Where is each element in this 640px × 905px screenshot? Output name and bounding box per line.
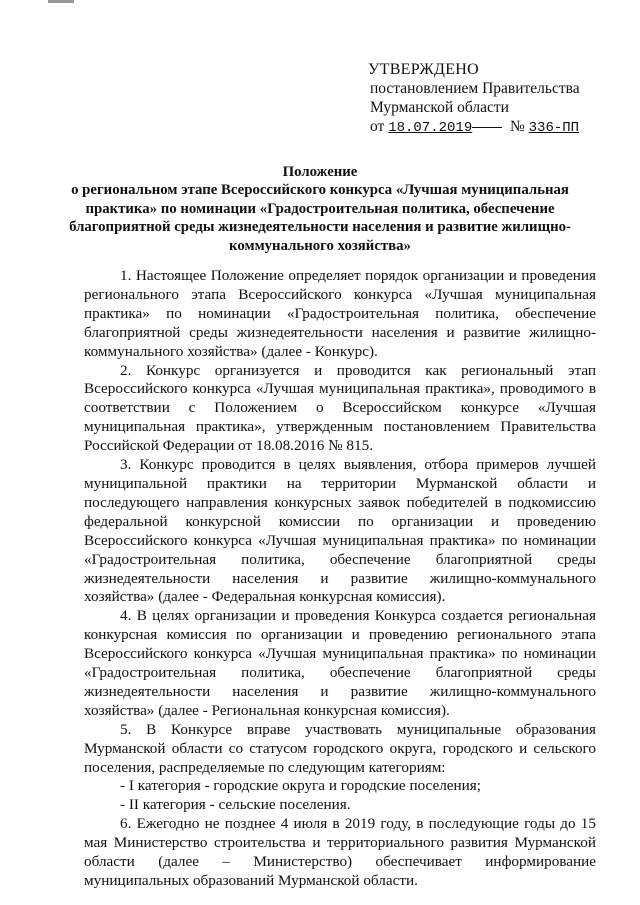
approval-date: 18.07.2019 [388,120,473,136]
title-line-1: Положение [282,164,358,180]
approval-date-line [368,117,628,138]
category-item-1: - I категория - городские округа и городские поселения; [120,777,481,795]
scan-mark [48,0,74,3]
approval-line-1: постановлением Правительства [370,80,580,97]
paragraph-1: 1. Настоящее Положение определяет порядок организации и проведения регионального этапа Всероссийского конкурса «Лучшая муниципальная практика» по номинации «Градостроительная политика, обеспечение благоприятной среды жизнедеятельности населения и развитие жилищно-коммунального хозяйства» (далее - Конкурс). [84,267,596,360]
approval-number: 336-ПП [528,120,580,136]
from-prefix: от [370,118,385,135]
paragraph-3: 3. Конкурс проводится в целях выявления, отбора примеров лучшей муниципальной практики на территории Мурманской области и последующего направления конкурсных заявок победителей в подкомиссию федеральной конкурсной комиссии по организации и проведению Всероссийского конкурса «Лучшая муниципальная практика» по номинации «Градостроительная политика, обеспечение благоприятной среды жизнедеятельности населения и развитие жилищно-коммунального хозяйства» (далее - Федеральная конкурсная комиссия). [84,456,596,606]
document-title [40,163,600,255]
date-underline [472,127,502,128]
approved-heading: УТВЕРЖДЕНО [368,61,480,78]
paragraph-4: 4. В целях организации и проведения Конкурса создается региональная конкурсная комиссия по организации и проведению регионального этапа Всероссийского конкурса «Лучшая муниципальная практика» по номинации «Градостроительная политика, обеспечение благоприятной среды жизнедеятельности населения и развитие жилищно-коммунального хозяйства» (далее - Региональная конкурсная комиссия). [84,607,596,719]
number-prefix: № [509,118,525,135]
approval-line-2: Мурманской области [370,99,509,116]
category-item-2: - II категория - сельские поселения. [120,796,351,814]
paragraph-5: 5. В Конкурсе вправе участвовать муниципальные образования Мурманской области со статусом городского округа, городского и сельского поселения, распределяемые по следующим категориям: [84,720,596,776]
paragraph-6: 6. Ежегодно не позднее 4 июля в 2019 году, в последующие годы до 15 мая Министерство строительства и территориального развития Мурманской области (далее – Министерство) обеспечивает информирование муниципальных образований Мурманской области. [84,815,596,889]
title-line-2: о региональном этапе Всероссийского конкурса «Лучшая муниципальная практика» по номинации «Градостроительная политика, обеспечение благоприятной среды жизнедеятельности населения и развитие жилищно-коммунального хозяйства» [69,182,571,254]
document-body [84,267,596,891]
paragraph-2: 2. Конкурс организуется и проводится как региональный этап Всероссийского конкурса «Лучшая муниципальная практика», проводимого в соответствии с Положением о Всероссийском конкурсе «Лучшая муниципальная практика», утвержденным постановлением Правительства Российской Федерации от 18.08.2016 № 815. [84,361,596,455]
approval-stamp [368,60,628,138]
